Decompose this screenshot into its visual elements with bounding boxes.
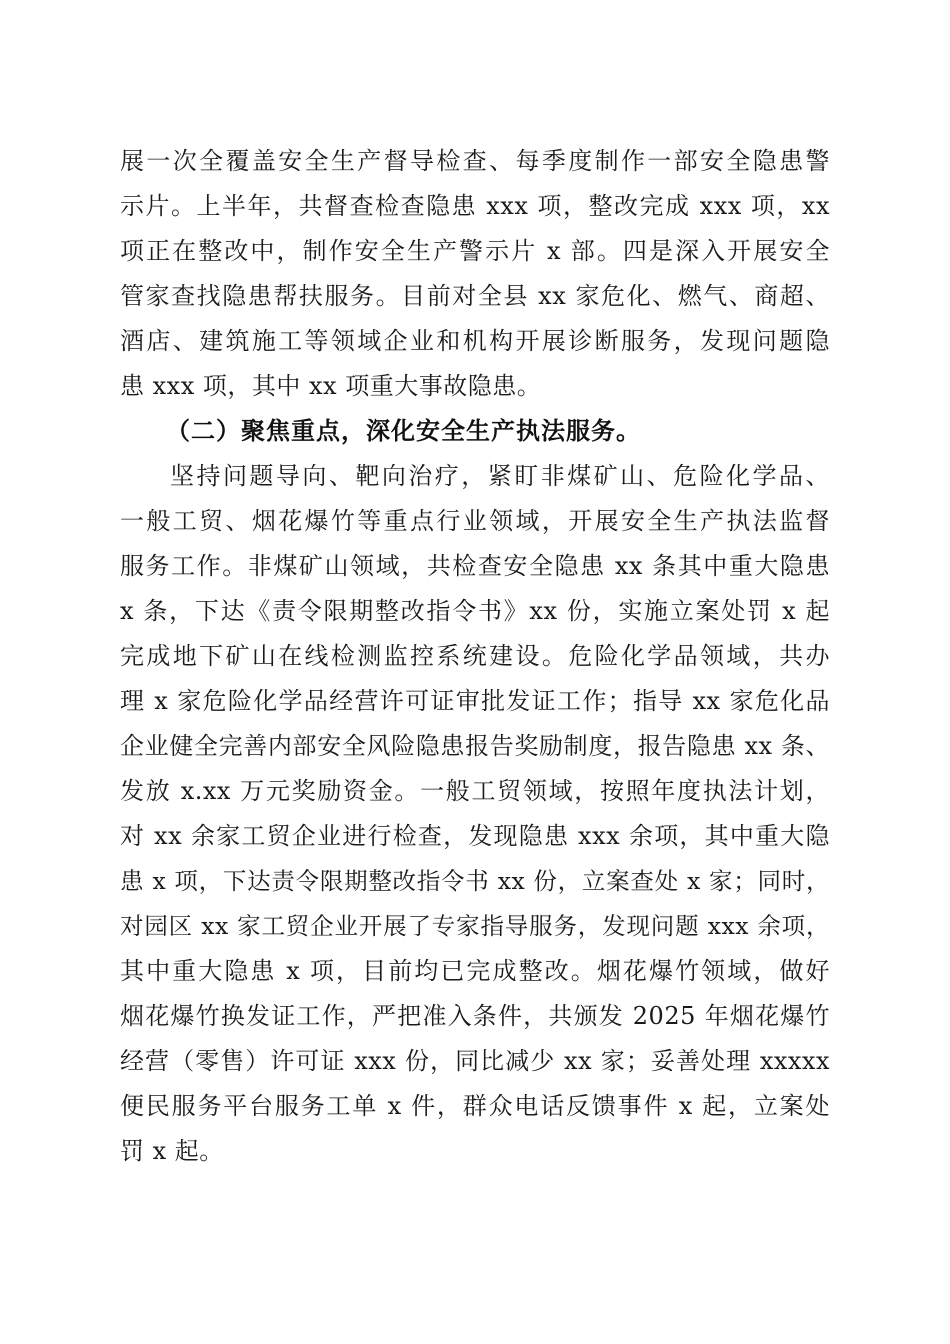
text-line: 一般工贸、烟花爆竹等重点行业领域，开展安全生产执法监督 (120, 507, 830, 535)
text-line: 坚持问题导向、靶向治疗，紧盯非煤矿山、危险化学品、 (170, 462, 830, 490)
text-line: 对 xx 余家工贸企业进行检查，发现隐患 xxx 余项，其中重大隐 (120, 822, 830, 850)
text-line: x 条，下达《责令限期整改指令书》xx 份，实施立案处罚 x 起 (120, 597, 830, 625)
text-line: 项正在整改中，制作安全生产警示片 x 部。四是深入开展安全 (120, 237, 830, 265)
text-line: 经营（零售）许可证 xxx 份，同比减少 xx 家；妥善处理 xxxxx (120, 1047, 830, 1075)
text-line: 服务工作。非煤矿山领域，共检查安全隐患 xx 条其中重大隐患 (120, 552, 830, 580)
section-heading: （二）聚焦重点，深化安全生产执法服务。 (166, 416, 641, 445)
text-line: 便民服务平台服务工单 x 件，群众电话反馈事件 x 起，立案处 (120, 1092, 830, 1120)
text-line: 对园区 xx 家工贸企业开展了专家指导服务，发现问题 xxx 余项， (120, 912, 830, 940)
text-line: 示片。上半年，共督查检查隐患 xxx 项，整改完成 xxx 项，xx (120, 192, 830, 220)
text-line: 酒店、建筑施工等领域企业和机构开展诊断服务，发现问题隐 (120, 327, 830, 355)
text-line: 企业健全完善内部安全风险隐患报告奖励制度，报告隐患 xx 条、 (120, 732, 830, 760)
text-line: 其中重大隐患 x 项，目前均已完成整改。烟花爆竹领域，做好 (120, 957, 830, 985)
text-line: 理 x 家危险化学品经营许可证审批发证工作；指导 xx 家危化品 (120, 687, 830, 715)
text-line: 罚 x 起。 (120, 1137, 224, 1165)
text-line: 发放 x.xx 万元奖励资金。一般工贸领域，按照年度执法计划， (120, 777, 830, 805)
text-line: 患 xxx 项，其中 xx 项重大事故隐患。 (120, 372, 542, 400)
text-line: 完成地下矿山在线检测监控系统建设。危险化学品领域，共办 (120, 642, 830, 670)
text-line: 患 x 项，下达责令限期整改指令书 xx 份，立案查处 x 家；同时， (120, 867, 830, 895)
text-line: 展一次全覆盖安全生产督导检查、每季度制作一部安全隐患警 (120, 147, 830, 175)
text-line: 管家查找隐患帮扶服务。目前对全县 xx 家危化、燃气、商超、 (120, 282, 830, 310)
text-line: 烟花爆竹换发证工作，严把准入条件，共颁发 2025 年烟花爆竹 (120, 1002, 830, 1030)
